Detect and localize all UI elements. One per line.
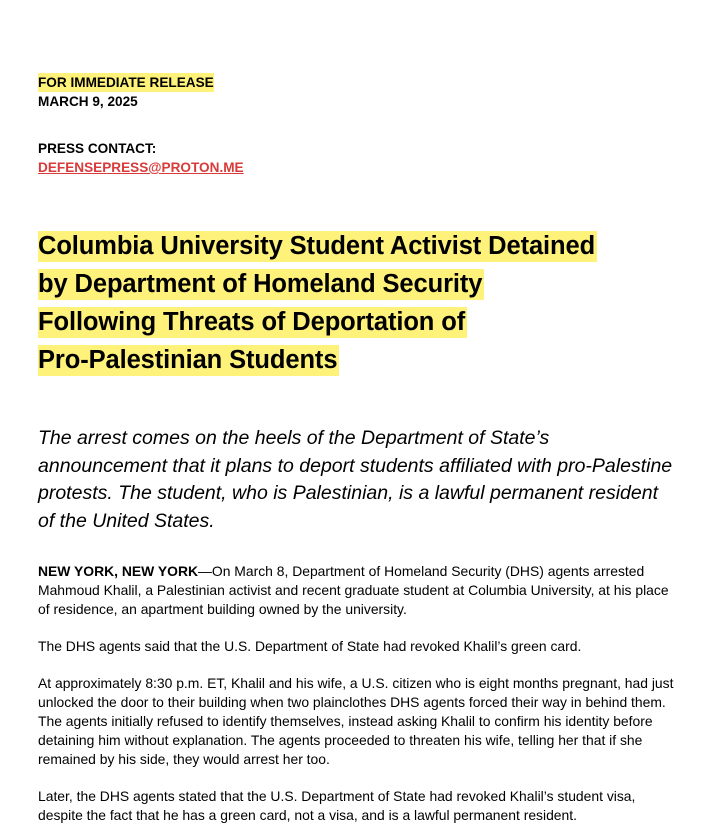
release-date: MARCH 9, 2025: [38, 94, 138, 109]
subheadline: The arrest comes on the heels of the Department of State’s announcement that it plans to deport students affiliated with pro-Palestine protests. The student, who is Palestinian, is a lawful permanent resident of the United States.: [38, 427, 673, 532]
press-contact: [38, 139, 678, 177]
headline-line: Columbia University Student Activist Detained: [38, 232, 596, 260]
press-release-page: [38, 73, 678, 825]
dateline: NEW YORK, NEW YORK: [38, 563, 199, 579]
headline-line: by Department of Homeland Security: [38, 270, 483, 298]
body-paragraph-1-text: —On March 8, Department of Homeland Security (DHS) agents arrested Mahmoud Khalil, a Palestinian activist and recent graduate student at Columbia University, at his place of residence, an apartment building owned by the university.: [38, 563, 669, 617]
body-paragraph-4: Later, the DHS agents stated that the U.S. Department of State had revoked Khalil’s student visa, despite the fact that he has a green card, not a visa, and is a lawful permanent resident.: [38, 788, 636, 823]
press-contact-label: PRESS CONTACT:: [38, 141, 157, 156]
headline-line: Pro-Palestinian Students: [38, 346, 338, 374]
release-header: [38, 73, 678, 111]
body-paragraph-3: At approximately 8:30 p.m. ET, Khalil and his wife, a U.S. citizen who is eight months pregnant, had just unlocked the door to their building when two plainclothes DHS agents forced their way in behind them. The agents initially refused to identify themselves, instead asking Khalil to confirm his identity before detaining him without explanation. The agents proceeded to threaten his wife, telling her that if she remained by his side, they would arrest her too.: [38, 675, 674, 767]
body-paragraph-1: [38, 562, 678, 619]
press-contact-email-link[interactable]: DEFENSEPRESS@PROTON.ME: [38, 160, 244, 175]
headline-line: Following Threats of Deportation of: [38, 308, 466, 336]
body-paragraph-2: The DHS agents said that the U.S. Department of State had revoked Khalil’s green card.: [38, 638, 582, 654]
release-label: FOR IMMEDIATE RELEASE: [38, 75, 214, 90]
headline: [38, 227, 678, 379]
